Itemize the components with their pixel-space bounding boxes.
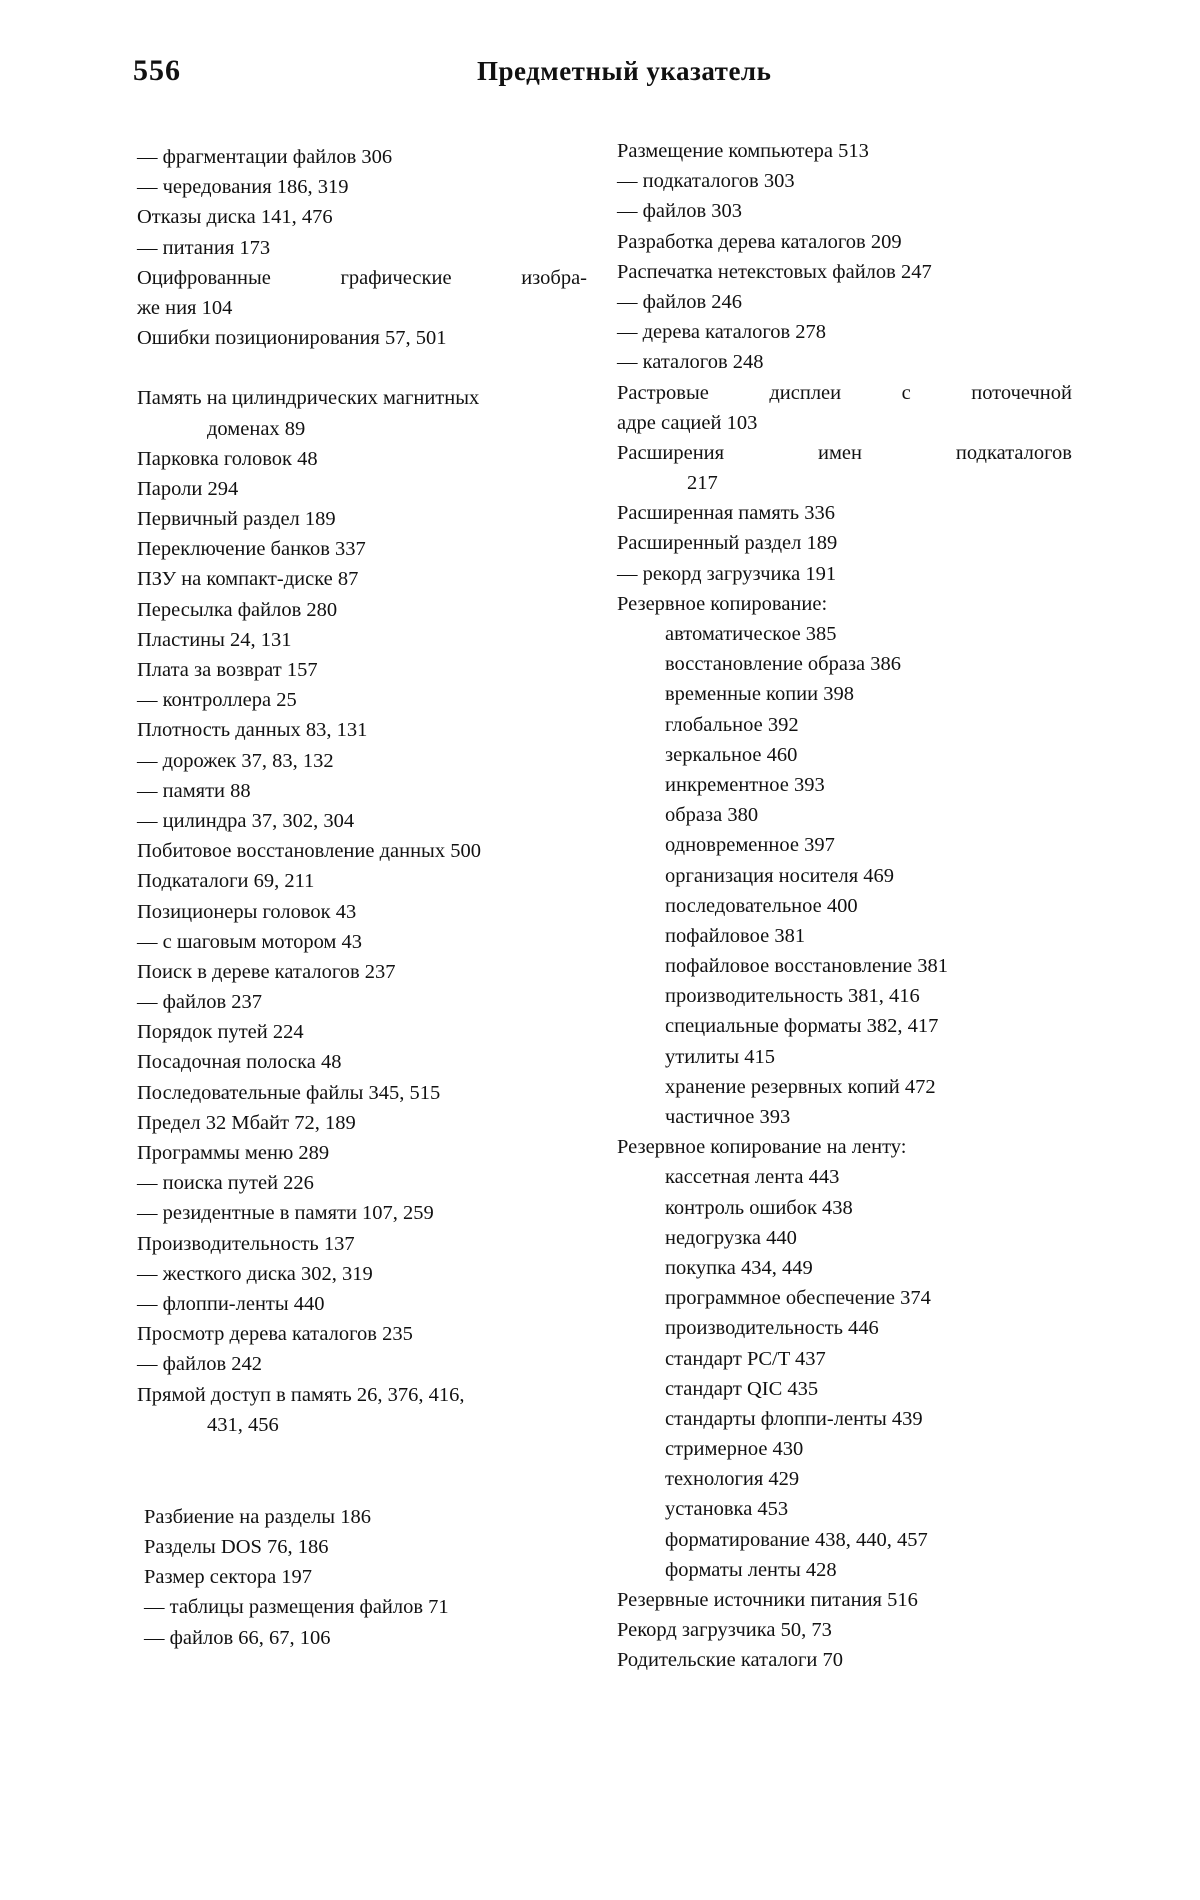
index-entry: Разделы DOS 76, 186 bbox=[144, 1536, 329, 1559]
index-subentry: автоматическое 385 bbox=[665, 623, 837, 645]
index-entry: — файлов 242 bbox=[137, 1353, 263, 1376]
index-entry: — контроллера 25 bbox=[137, 689, 297, 712]
index-entry: — питания 173 bbox=[137, 236, 271, 259]
index-subentry: покупка 434, 449 bbox=[665, 1256, 813, 1279]
index-subentry: пофайловое восстановление 381 bbox=[665, 955, 948, 978]
index-entry: Программы меню 289 bbox=[137, 1142, 330, 1164]
index-entry: Расширения имен подкаталогов bbox=[617, 441, 1072, 464]
index-subentry: технология 429 bbox=[665, 1468, 800, 1491]
index-subentry: стандарт PC/T 437 bbox=[665, 1347, 826, 1370]
index-entry: Ошибки позиционирования 57, 501 bbox=[137, 327, 447, 350]
index-entry: Резервное копирование на ленту: bbox=[617, 1136, 907, 1159]
index-entry: Резервное копирование: bbox=[617, 592, 828, 615]
index-entry: Производительность 137 bbox=[137, 1232, 355, 1255]
index-block-r bbox=[137, 1502, 587, 1653]
index-entry: Рекорд загрузчика 50, 73 bbox=[617, 1619, 832, 1642]
index-subentry: зеркальное 460 bbox=[665, 743, 798, 766]
index-entry: — поиска путей 226 bbox=[137, 1172, 314, 1195]
index-entry: Растровые дисплеи с поточечной bbox=[617, 381, 1072, 404]
index-entry: Размещение компьютера 513 bbox=[617, 140, 869, 162]
index-entry: Разработка дерева каталогов 209 bbox=[617, 230, 902, 253]
index-entry: Расширенная память 336 bbox=[617, 502, 835, 525]
index-entry: Просмотр дерева каталогов 235 bbox=[137, 1323, 413, 1346]
index-entry: — чередования 186, 319 bbox=[137, 176, 349, 199]
index-entry: — файлов 303 bbox=[617, 200, 743, 223]
index-entry: — резидентные в памяти 107, 259 bbox=[137, 1202, 434, 1225]
index-entry: Побитовое восстановление данных 500 bbox=[137, 840, 481, 863]
index-subentry: организация носителя 469 bbox=[665, 864, 895, 887]
index-entry: — жесткого диска 302, 319 bbox=[137, 1262, 373, 1285]
index-entry: Родительские каталоги 70 bbox=[617, 1649, 844, 1672]
index-entry: Парковка головок 48 bbox=[137, 447, 318, 470]
index-entry: — дорожек 37, 83, 132 bbox=[137, 749, 334, 772]
index-subentry: производительность 446 bbox=[665, 1317, 879, 1340]
index-entry: Пластины 24, 131 bbox=[137, 628, 292, 651]
index-block-p bbox=[137, 383, 587, 1440]
section-gap bbox=[137, 1440, 587, 1502]
index-entry: — рекорд загрузчика 191 bbox=[617, 562, 837, 585]
index-entry: Разбиение на разделы 186 bbox=[144, 1505, 371, 1528]
index-entry-continuation: 431, 456 bbox=[207, 1413, 279, 1436]
index-entry: Резервные источники питания 516 bbox=[617, 1589, 918, 1611]
index-entry: — флоппи-ленты 440 bbox=[137, 1292, 325, 1315]
index-entry-continuation: адре сацией 103 bbox=[617, 411, 758, 434]
index-entry: — подкаталогов 303 bbox=[617, 170, 795, 193]
index-subentry: пофайловое 381 bbox=[665, 924, 806, 947]
index-entry: — файлов 246 bbox=[617, 290, 743, 313]
index-entry: Пароли 294 bbox=[137, 477, 239, 500]
index-subentry: последовательное 400 bbox=[665, 894, 858, 917]
index-entry: — дерева каталогов 278 bbox=[617, 321, 827, 344]
index-entry: Расширенный раздел 189 bbox=[617, 532, 838, 555]
index-subentry: одновременное 397 bbox=[665, 834, 835, 857]
index-subentry: стримерное 430 bbox=[665, 1438, 804, 1461]
section-gap bbox=[137, 353, 587, 383]
index-entry-continuation: доменах 89 bbox=[207, 417, 306, 440]
index-subentry: утилиты 415 bbox=[665, 1045, 775, 1068]
index-entry: Первичный раздел 189 bbox=[137, 508, 336, 531]
index-subentry: частичное 393 bbox=[665, 1106, 791, 1128]
index-subentry: восстановление образа 386 bbox=[665, 653, 902, 676]
index-subentry: кассетная лента 443 bbox=[665, 1166, 840, 1189]
index-entry: Посадочная полоска 48 bbox=[137, 1051, 342, 1074]
index-subentry: производительность 381, 416 bbox=[665, 985, 920, 1008]
index-entry: Оцифрованные графические изобра- bbox=[137, 266, 587, 289]
index-entry: Прямой доступ в память 26, 376, 416, bbox=[137, 1383, 465, 1406]
index-entry: — цилиндра 37, 302, 304 bbox=[137, 809, 355, 832]
index-subentry: временные копии 398 bbox=[665, 683, 854, 706]
index-entry: — каталогов 248 bbox=[617, 351, 764, 374]
index-entry: Пересылка файлов 280 bbox=[137, 598, 338, 621]
index-entry: ПЗУ на компакт-диске 87 bbox=[137, 568, 359, 591]
index-subentry: стандарт QIC 435 bbox=[665, 1377, 819, 1400]
index-subentry: программное обеспечение 374 bbox=[665, 1287, 931, 1310]
index-entry-continuation: 217 bbox=[687, 472, 718, 495]
index-entry: Позиционеры головок 43 bbox=[137, 900, 357, 923]
index-entry: Последовательные файлы 345, 515 bbox=[137, 1081, 441, 1104]
index-subentry: форматы ленты 428 bbox=[665, 1558, 837, 1581]
index-subentry: глобальное 392 bbox=[665, 713, 799, 736]
index-entry: Поиск в дереве каталогов 237 bbox=[137, 960, 396, 983]
index-subentry: специальные форматы 382, 417 bbox=[665, 1015, 939, 1038]
index-column-right bbox=[617, 136, 1072, 1676]
index-subentry: недогрузка 440 bbox=[665, 1226, 797, 1249]
index-entry: — памяти 88 bbox=[137, 779, 251, 802]
index-subentry: инкрементное 393 bbox=[665, 773, 825, 796]
index-entry: Предел 32 Мбайт 72, 189 bbox=[137, 1111, 356, 1134]
page-number: 556 bbox=[133, 54, 181, 87]
index-subentry: хранение резервных копий 472 bbox=[665, 1075, 936, 1098]
index-entry: — файлов 237 bbox=[137, 991, 263, 1014]
index-entry: — таблицы размещения файлов 71 bbox=[144, 1596, 449, 1619]
index-entry: Переключение банков 337 bbox=[137, 538, 366, 561]
index-subentry: форматирование 438, 440, 457 bbox=[665, 1528, 928, 1551]
index-entry: Память на цилиндрических магнитных bbox=[137, 387, 480, 410]
index-entry: Плотность данных 83, 131 bbox=[137, 719, 368, 742]
index-subentry: образа 380 bbox=[665, 804, 759, 827]
index-entry: — фрагментации файлов 306 bbox=[137, 146, 393, 168]
index-entry-continuation: же ния 104 bbox=[137, 296, 233, 319]
index-entry: — с шаговым мотором 43 bbox=[137, 930, 363, 953]
index-entry: Распечатка нетекстовых файлов 247 bbox=[617, 260, 932, 283]
index-entry: Порядок путей 224 bbox=[137, 1021, 304, 1044]
index-subentry: установка 453 bbox=[665, 1498, 789, 1521]
index-block-o bbox=[137, 142, 587, 353]
index-entry: Отказы диска 141, 476 bbox=[137, 206, 333, 229]
index-entry: Подкаталоги 69, 211 bbox=[137, 870, 315, 893]
index-subentry: стандарты флоппи-ленты 439 bbox=[665, 1407, 923, 1430]
index-subentry: контроль ошибок 438 bbox=[665, 1196, 853, 1219]
running-title: Предметный указатель bbox=[477, 56, 772, 86]
index-entry: — файлов 66, 67, 106 bbox=[144, 1626, 331, 1649]
index-entry: Размер сектора 197 bbox=[144, 1566, 313, 1589]
index-column-left bbox=[137, 142, 587, 1653]
index-entry: Плата за возврат 157 bbox=[137, 659, 318, 681]
